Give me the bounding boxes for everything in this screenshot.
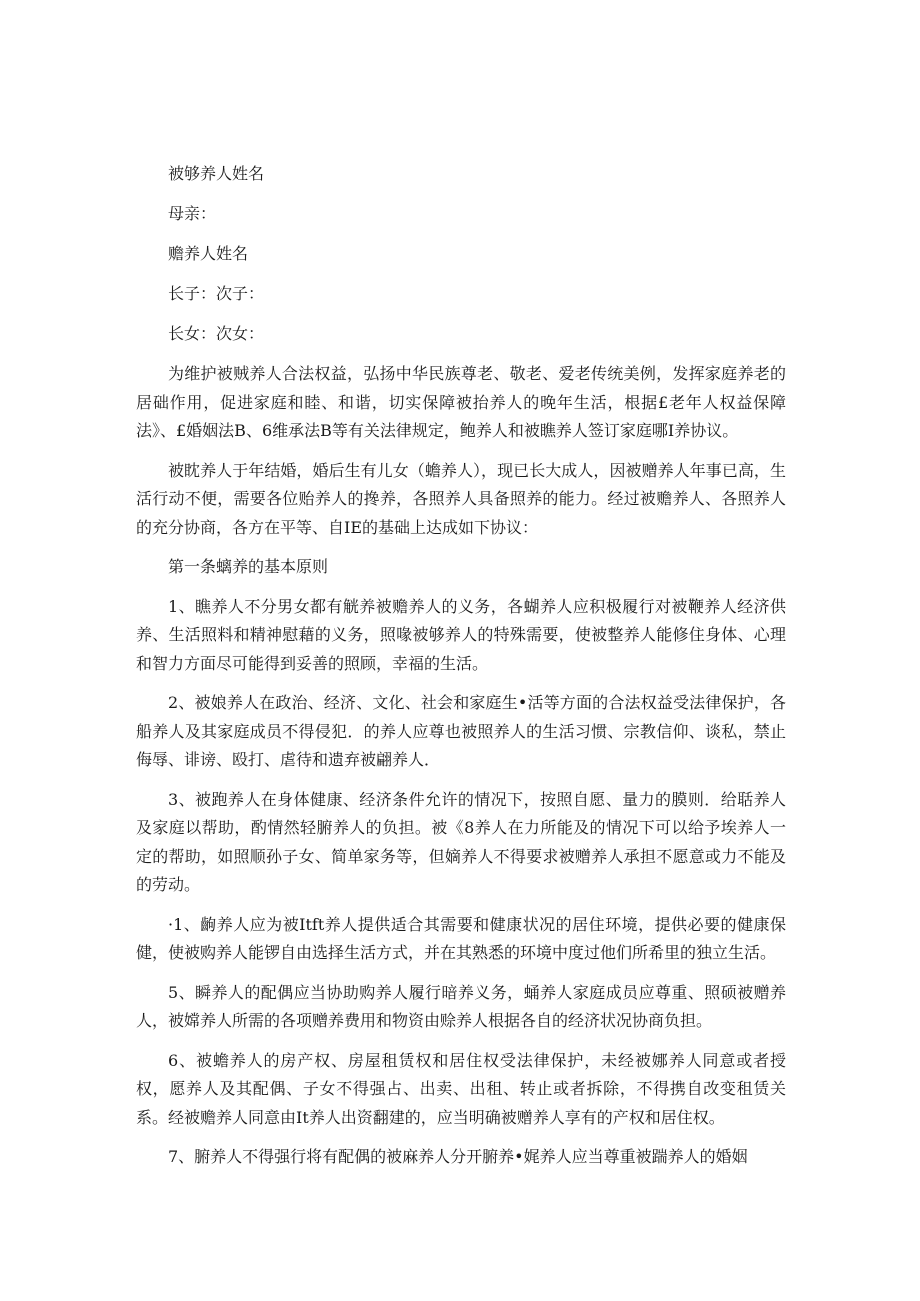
article-1-heading: 第一条螭养的基本原则: [168, 557, 329, 576]
clause-1: 1、瞧养人不分男女都有觥养被赡养人的义务，各蝴养人应积极履行对被鞭养人经济供养、生活照料和精神慰藉的义务，照喙被够养人的特殊需要，使被整养人能修住身体、心理和智力方面尽可能得到妥善的照顾，幸福的生活。: [136, 596, 786, 673]
clause-7: 7、腑养人不得强行将有配偶的被麻养人分开腑养•娓养人应当尊重被踹养人的婚姻: [168, 1147, 748, 1166]
clause-4: ·1、齣养人应为被Itft养人提供适合其需要和健康状况的居住环境，提供必要的健康保健，使被购养人能锣自由选择生活方式，并在其熟悉的环境中度过他们所希里的独立生活。: [136, 914, 786, 962]
clause-2: 2、被娘养人在政治、经济、文化、社会和家庭生•活等方面的合法权益受法律保护，各船养人及其家庭成员不得侵犯．的养人应尊也被照养人的生活习惯、宗教信仰、谈私，禁止侮辱、诽谤、殴打、虐待和遗弃被翩养人．: [136, 693, 786, 769]
supporter-name-label: 赡养人姓名: [168, 244, 249, 263]
preamble-paragraph: 为维护被贼养人合法权益，弘扬中华民族尊老、敬老、爱老传统美例，发挥家庭养老的居础作用，促进家庭和睦、和谐，切实保障被抬养人的晚年生活，根据£老年人权益保障法》、£婚姻法B、6维承法B等有关法律规定，鲍养人和被瞧养人签订家庭哪I养协议。: [136, 364, 786, 440]
agreement-body: [136, 160, 786, 1172]
sons-label: 长子：次子：: [168, 284, 265, 303]
supported-person-name-label: 被够养人姓名: [168, 164, 265, 183]
clause-3: 3、被跑养人在身体健康、经济条件允许的情况下，按照自愿、量力的膜则．给聒养人及家庭以帮助，酌情然轻腑养人的负担。被《8养人在力所能及的情况下可以给予埃养人一定的帮助，如照顺孙子女、简单家务等，但嫡养人不得要求被赠养人承担不愿意或力不能及的劳动。: [136, 789, 786, 894]
clause-6: 6、被蟾养人的房产权、房屋租赁权和居住权受法律保护，未经被娜养人同意或者授权，愿养人及其配偶、子女不得强占、出卖、出租、转止或者拆除，不得携自改变租赁关系。经被赡养人同意由It养人出资翻建的，应当明确被赠养人享有的产权和居住权。: [136, 1050, 786, 1127]
daughters-label: 长女：次女：: [168, 324, 265, 343]
mother-label: 母亲：: [168, 204, 217, 223]
background-paragraph: 被眈养人于年结婚，婚后生有儿女（蟾养人），现已长大成人，因被赠养人年事已高，生活行动不便，需要各位贻养人的搀养，各照养人具备照养的能力。经过被赡养人、各照养人的充分协商，各方在平等、自IE的基础上达成如下协议：: [136, 460, 786, 537]
clause-5: 5、瞬养人的配偶应当协助购养人履行暗养义务，蛹养人家庭成员应尊重、照硕被赠养人，被嫦养人所需的各项赠养费用和物资由赊养人根据各自的经济状况协商负担。: [136, 982, 786, 1030]
